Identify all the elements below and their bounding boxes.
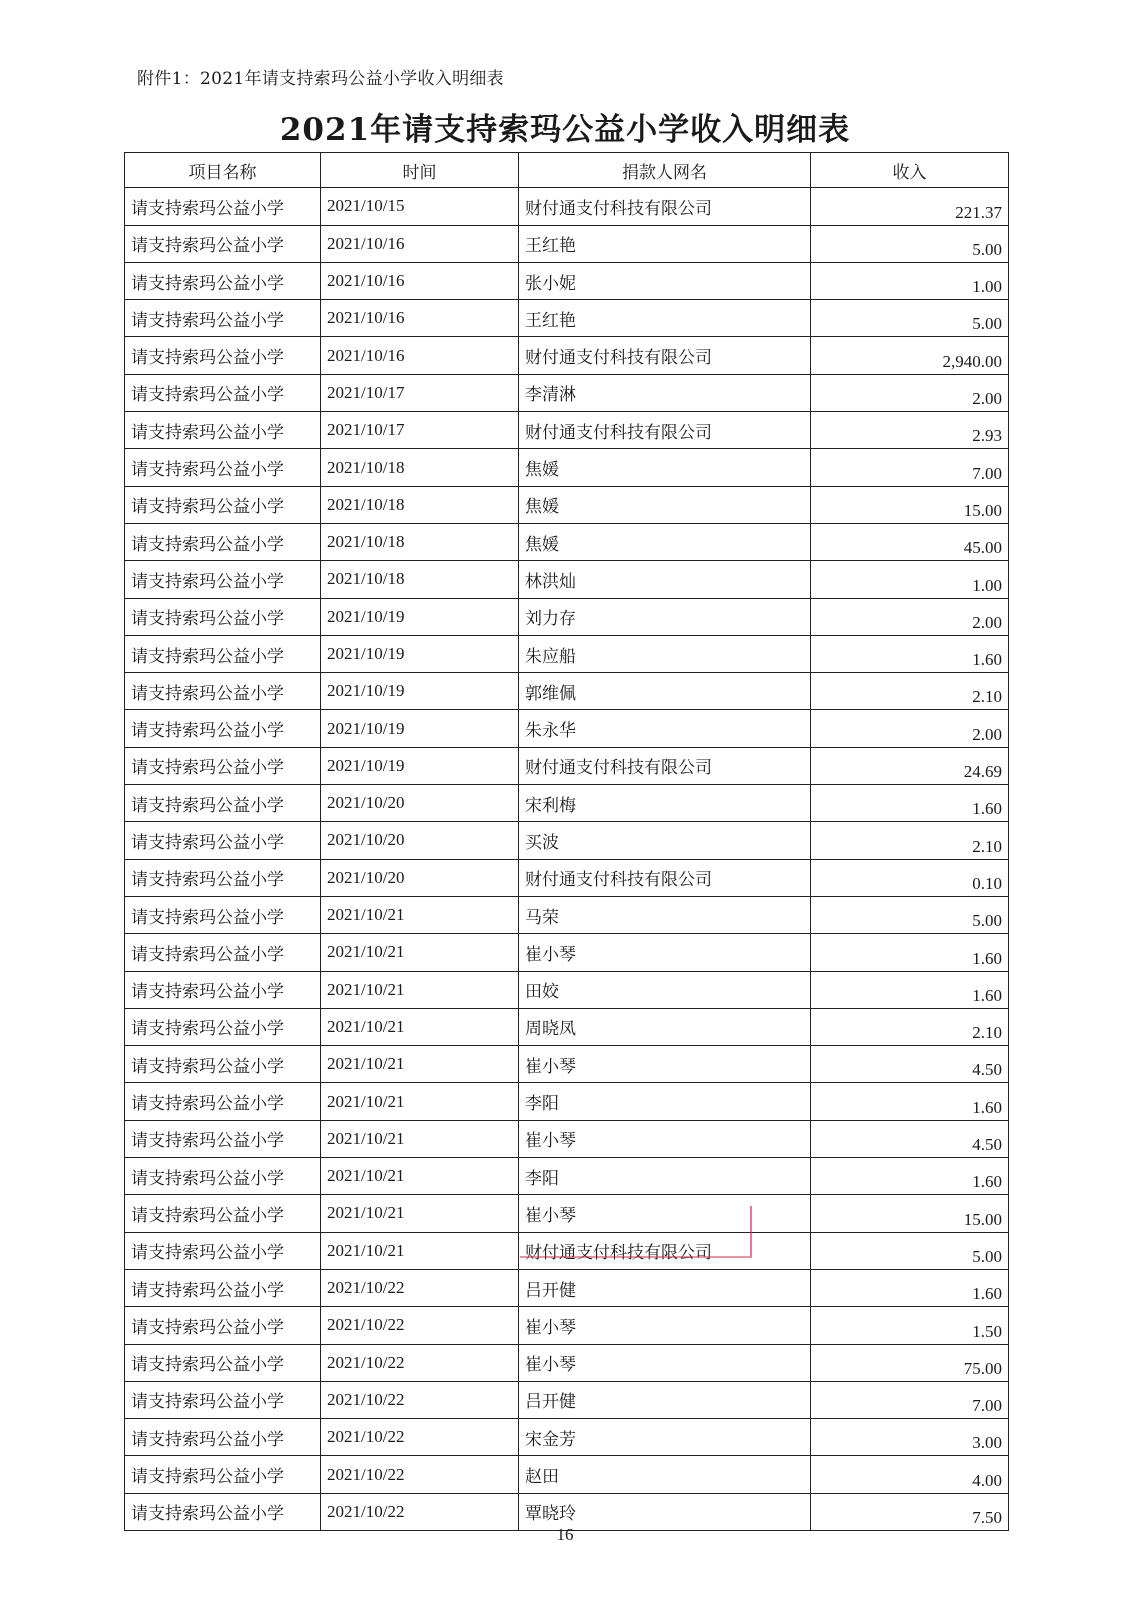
- cell-donor-name: 宋金芳: [519, 1419, 811, 1456]
- cell-project-name: 请支持索玛公益小学: [125, 598, 321, 635]
- table-row: [125, 598, 1009, 635]
- cell-project-name: 请支持索玛公益小学: [125, 934, 321, 971]
- cell-date: 2021/10/20: [321, 859, 519, 896]
- cell-project-name: 请支持索玛公益小学: [125, 262, 321, 299]
- cell-amount: 2.00: [811, 598, 1009, 635]
- table-row: [125, 673, 1009, 710]
- cell-amount: 4.00: [811, 1456, 1009, 1493]
- cell-donor-name: 崔小琴: [519, 1120, 811, 1157]
- cell-project-name: 请支持索玛公益小学: [125, 374, 321, 411]
- cell-date: 2021/10/19: [321, 673, 519, 710]
- cell-amount: 1.60: [811, 1269, 1009, 1306]
- cell-donor-name: 吕开健: [519, 1269, 811, 1306]
- table-row: [125, 1456, 1009, 1493]
- cell-date: 2021/10/18: [321, 449, 519, 486]
- cell-donor-name: 财付通支付科技有限公司: [519, 412, 811, 449]
- table-row: [125, 1269, 1009, 1306]
- cell-date: 2021/10/22: [321, 1269, 519, 1306]
- cell-date: 2021/10/16: [321, 300, 519, 337]
- cell-donor-name: 刘力存: [519, 598, 811, 635]
- cell-donor-name: 田姣: [519, 971, 811, 1008]
- cell-donor-name: 崔小琴: [519, 1046, 811, 1083]
- table-row: [125, 1158, 1009, 1195]
- table-row: [125, 785, 1009, 822]
- cell-project-name: 请支持索玛公益小学: [125, 896, 321, 933]
- cell-date: 2021/10/22: [321, 1493, 519, 1530]
- cell-date: 2021/10/21: [321, 896, 519, 933]
- cell-project-name: 请支持索玛公益小学: [125, 1083, 321, 1120]
- table-body: [125, 188, 1009, 1531]
- cell-amount: 4.50: [811, 1120, 1009, 1157]
- cell-amount: 5.00: [811, 1232, 1009, 1269]
- cell-date: 2021/10/20: [321, 822, 519, 859]
- cell-date: 2021/10/20: [321, 785, 519, 822]
- cell-date: 2021/10/17: [321, 374, 519, 411]
- cell-project-name: 请支持索玛公益小学: [125, 1493, 321, 1530]
- cell-amount: 7.00: [811, 449, 1009, 486]
- cell-date: 2021/10/21: [321, 1195, 519, 1232]
- cell-amount: 2.00: [811, 710, 1009, 747]
- cell-date: 2021/10/22: [321, 1456, 519, 1493]
- cell-project-name: 请支持索玛公益小学: [125, 449, 321, 486]
- cell-project-name: 请支持索玛公益小学: [125, 1419, 321, 1456]
- cell-project-name: 请支持索玛公益小学: [125, 822, 321, 859]
- cell-date: 2021/10/16: [321, 337, 519, 374]
- cell-donor-name: 崔小琴: [519, 1307, 811, 1344]
- cell-donor-name: 赵田: [519, 1456, 811, 1493]
- cell-donor-name: 李清淋: [519, 374, 811, 411]
- cell-amount: 1.60: [811, 1083, 1009, 1120]
- attachment-note: 附件1：2021年请支持索玛公益小学收入明细表: [137, 69, 504, 89]
- cell-date: 2021/10/18: [321, 561, 519, 598]
- cell-donor-name: 买波: [519, 822, 811, 859]
- cell-date: 2021/10/22: [321, 1381, 519, 1418]
- cell-amount: 0.10: [811, 859, 1009, 896]
- cell-project-name: 请支持索玛公益小学: [125, 300, 321, 337]
- cell-amount: 1.00: [811, 262, 1009, 299]
- cell-date: 2021/10/16: [321, 225, 519, 262]
- cell-amount: 7.50: [811, 1493, 1009, 1530]
- cell-project-name: 请支持索玛公益小学: [125, 1456, 321, 1493]
- cell-amount: 45.00: [811, 523, 1009, 560]
- cell-project-name: 请支持索玛公益小学: [125, 635, 321, 672]
- cell-donor-name: 李阳: [519, 1083, 811, 1120]
- cell-date: 2021/10/21: [321, 1120, 519, 1157]
- cell-amount: 1.60: [811, 934, 1009, 971]
- table-row: [125, 262, 1009, 299]
- header-donor-name: 捐款人网名: [519, 153, 811, 188]
- cell-donor-name: 财付通支付科技有限公司: [519, 747, 811, 784]
- table-row: [125, 300, 1009, 337]
- table-row: [125, 561, 1009, 598]
- header-project-name: 项目名称: [125, 153, 321, 188]
- cell-date: 2021/10/22: [321, 1419, 519, 1456]
- income-detail-table: [124, 152, 1009, 1531]
- cell-project-name: 请支持索玛公益小学: [125, 225, 321, 262]
- cell-project-name: 请支持索玛公益小学: [125, 785, 321, 822]
- table-row: [125, 1008, 1009, 1045]
- cell-project-name: 请支持索玛公益小学: [125, 1269, 321, 1306]
- cell-donor-name: 崔小琴: [519, 1344, 811, 1381]
- table-row: [125, 1344, 1009, 1381]
- table-row: [125, 1083, 1009, 1120]
- table-row: [125, 374, 1009, 411]
- table-row: [125, 337, 1009, 374]
- cell-donor-name: 焦媛: [519, 486, 811, 523]
- cell-amount: 5.00: [811, 300, 1009, 337]
- cell-amount: 2.10: [811, 822, 1009, 859]
- table-row: [125, 859, 1009, 896]
- cell-donor-name: 朱永华: [519, 710, 811, 747]
- cell-project-name: 请支持索玛公益小学: [125, 971, 321, 1008]
- table-row: [125, 523, 1009, 560]
- cell-project-name: 请支持索玛公益小学: [125, 523, 321, 560]
- table-row: [125, 225, 1009, 262]
- cell-amount: 5.00: [811, 225, 1009, 262]
- cell-donor-name: 覃晓玲: [519, 1493, 811, 1530]
- cell-date: 2021/10/19: [321, 598, 519, 635]
- cell-project-name: 请支持索玛公益小学: [125, 561, 321, 598]
- cell-amount: 221.37: [811, 188, 1009, 225]
- cell-amount: 1.60: [811, 971, 1009, 1008]
- cell-donor-name: 林洪灿: [519, 561, 811, 598]
- cell-donor-name: 崔小琴: [519, 934, 811, 971]
- table-row: [125, 971, 1009, 1008]
- cell-project-name: 请支持索玛公益小学: [125, 747, 321, 784]
- table-row: [125, 412, 1009, 449]
- cell-date: 2021/10/19: [321, 747, 519, 784]
- cell-donor-name: 崔小琴: [519, 1195, 811, 1232]
- cell-amount: 2,940.00: [811, 337, 1009, 374]
- cell-date: 2021/10/19: [321, 635, 519, 672]
- cell-amount: 1.60: [811, 785, 1009, 822]
- cell-project-name: 请支持索玛公益小学: [125, 710, 321, 747]
- cell-donor-name: 吕开健: [519, 1381, 811, 1418]
- cell-project-name: 请支持索玛公益小学: [125, 1232, 321, 1269]
- cell-project-name: 请支持索玛公益小学: [125, 1195, 321, 1232]
- cell-amount: 7.00: [811, 1381, 1009, 1418]
- cell-amount: 2.10: [811, 673, 1009, 710]
- header-time: 时间: [321, 153, 519, 188]
- cell-amount: 4.50: [811, 1046, 1009, 1083]
- cell-project-name: 请支持索玛公益小学: [125, 1046, 321, 1083]
- cell-amount: 3.00: [811, 1419, 1009, 1456]
- cell-donor-name: 马荣: [519, 896, 811, 933]
- header-income: 收入: [811, 153, 1009, 188]
- cell-date: 2021/10/16: [321, 262, 519, 299]
- table-row: [125, 1195, 1009, 1232]
- cell-date: 2021/10/21: [321, 1008, 519, 1045]
- cell-project-name: 请支持索玛公益小学: [125, 486, 321, 523]
- cell-donor-name: 朱应船: [519, 635, 811, 672]
- cell-date: 2021/10/17: [321, 412, 519, 449]
- table-row: [125, 896, 1009, 933]
- cell-date: 2021/10/21: [321, 971, 519, 1008]
- cell-amount: 15.00: [811, 1195, 1009, 1232]
- cell-project-name: 请支持索玛公益小学: [125, 1307, 321, 1344]
- cell-project-name: 请支持索玛公益小学: [125, 673, 321, 710]
- table-row: [125, 710, 1009, 747]
- cell-donor-name: 宋利梅: [519, 785, 811, 822]
- table-row: [125, 1381, 1009, 1418]
- table-row: [125, 1419, 1009, 1456]
- cell-donor-name: 郭维佩: [519, 673, 811, 710]
- cell-amount: 1.60: [811, 635, 1009, 672]
- cell-amount: 5.00: [811, 896, 1009, 933]
- cell-project-name: 请支持索玛公益小学: [125, 188, 321, 225]
- table-row: [125, 1046, 1009, 1083]
- cell-date: 2021/10/21: [321, 1046, 519, 1083]
- table-row: [125, 635, 1009, 672]
- cell-project-name: 请支持索玛公益小学: [125, 1120, 321, 1157]
- cell-amount: 15.00: [811, 486, 1009, 523]
- cell-amount: 75.00: [811, 1344, 1009, 1381]
- cell-date: 2021/10/18: [321, 486, 519, 523]
- cell-donor-name: 周晓凤: [519, 1008, 811, 1045]
- cell-donor-name: 财付通支付科技有限公司: [519, 1232, 811, 1269]
- cell-donor-name: 焦媛: [519, 523, 811, 560]
- table-row: [125, 934, 1009, 971]
- page-number: 16: [556, 1525, 574, 1544]
- cell-project-name: 请支持索玛公益小学: [125, 1008, 321, 1045]
- cell-amount: 1.00: [811, 561, 1009, 598]
- table-row: [125, 486, 1009, 523]
- cell-donor-name: 财付通支付科技有限公司: [519, 188, 811, 225]
- table-row: [125, 449, 1009, 486]
- table-row: [125, 822, 1009, 859]
- cell-donor-name: 王红艳: [519, 225, 811, 262]
- cell-amount: 2.00: [811, 374, 1009, 411]
- document-title: 2021年请支持索玛公益小学收入明细表: [279, 112, 851, 148]
- cell-donor-name: 焦媛: [519, 449, 811, 486]
- table-row: [125, 1120, 1009, 1157]
- cell-date: 2021/10/18: [321, 523, 519, 560]
- table-row: [125, 188, 1009, 225]
- cell-date: 2021/10/22: [321, 1307, 519, 1344]
- cell-date: 2021/10/21: [321, 934, 519, 971]
- table-row: [125, 1307, 1009, 1344]
- income-table-container: [124, 152, 1008, 1531]
- cell-donor-name: 王红艳: [519, 300, 811, 337]
- cell-date: 2021/10/21: [321, 1158, 519, 1195]
- cell-donor-name: 张小妮: [519, 262, 811, 299]
- table-row: [125, 747, 1009, 784]
- cell-amount: 24.69: [811, 747, 1009, 784]
- cell-date: 2021/10/15: [321, 188, 519, 225]
- cell-amount: 1.50: [811, 1307, 1009, 1344]
- table-row: [125, 1232, 1009, 1269]
- cell-date: 2021/10/21: [321, 1232, 519, 1269]
- cell-project-name: 请支持索玛公益小学: [125, 1381, 321, 1418]
- cell-project-name: 请支持索玛公益小学: [125, 412, 321, 449]
- cell-donor-name: 财付通支付科技有限公司: [519, 859, 811, 896]
- cell-donor-name: 李阳: [519, 1158, 811, 1195]
- cell-date: 2021/10/22: [321, 1344, 519, 1381]
- cell-project-name: 请支持索玛公益小学: [125, 1344, 321, 1381]
- cell-date: 2021/10/21: [321, 1083, 519, 1120]
- table-header-row: [125, 153, 1009, 188]
- cell-project-name: 请支持索玛公益小学: [125, 1158, 321, 1195]
- cell-project-name: 请支持索玛公益小学: [125, 337, 321, 374]
- cell-project-name: 请支持索玛公益小学: [125, 859, 321, 896]
- cell-date: 2021/10/19: [321, 710, 519, 747]
- cell-amount: 2.93: [811, 412, 1009, 449]
- cell-amount: 1.60: [811, 1158, 1009, 1195]
- cell-donor-name: 财付通支付科技有限公司: [519, 337, 811, 374]
- cell-amount: 2.10: [811, 1008, 1009, 1045]
